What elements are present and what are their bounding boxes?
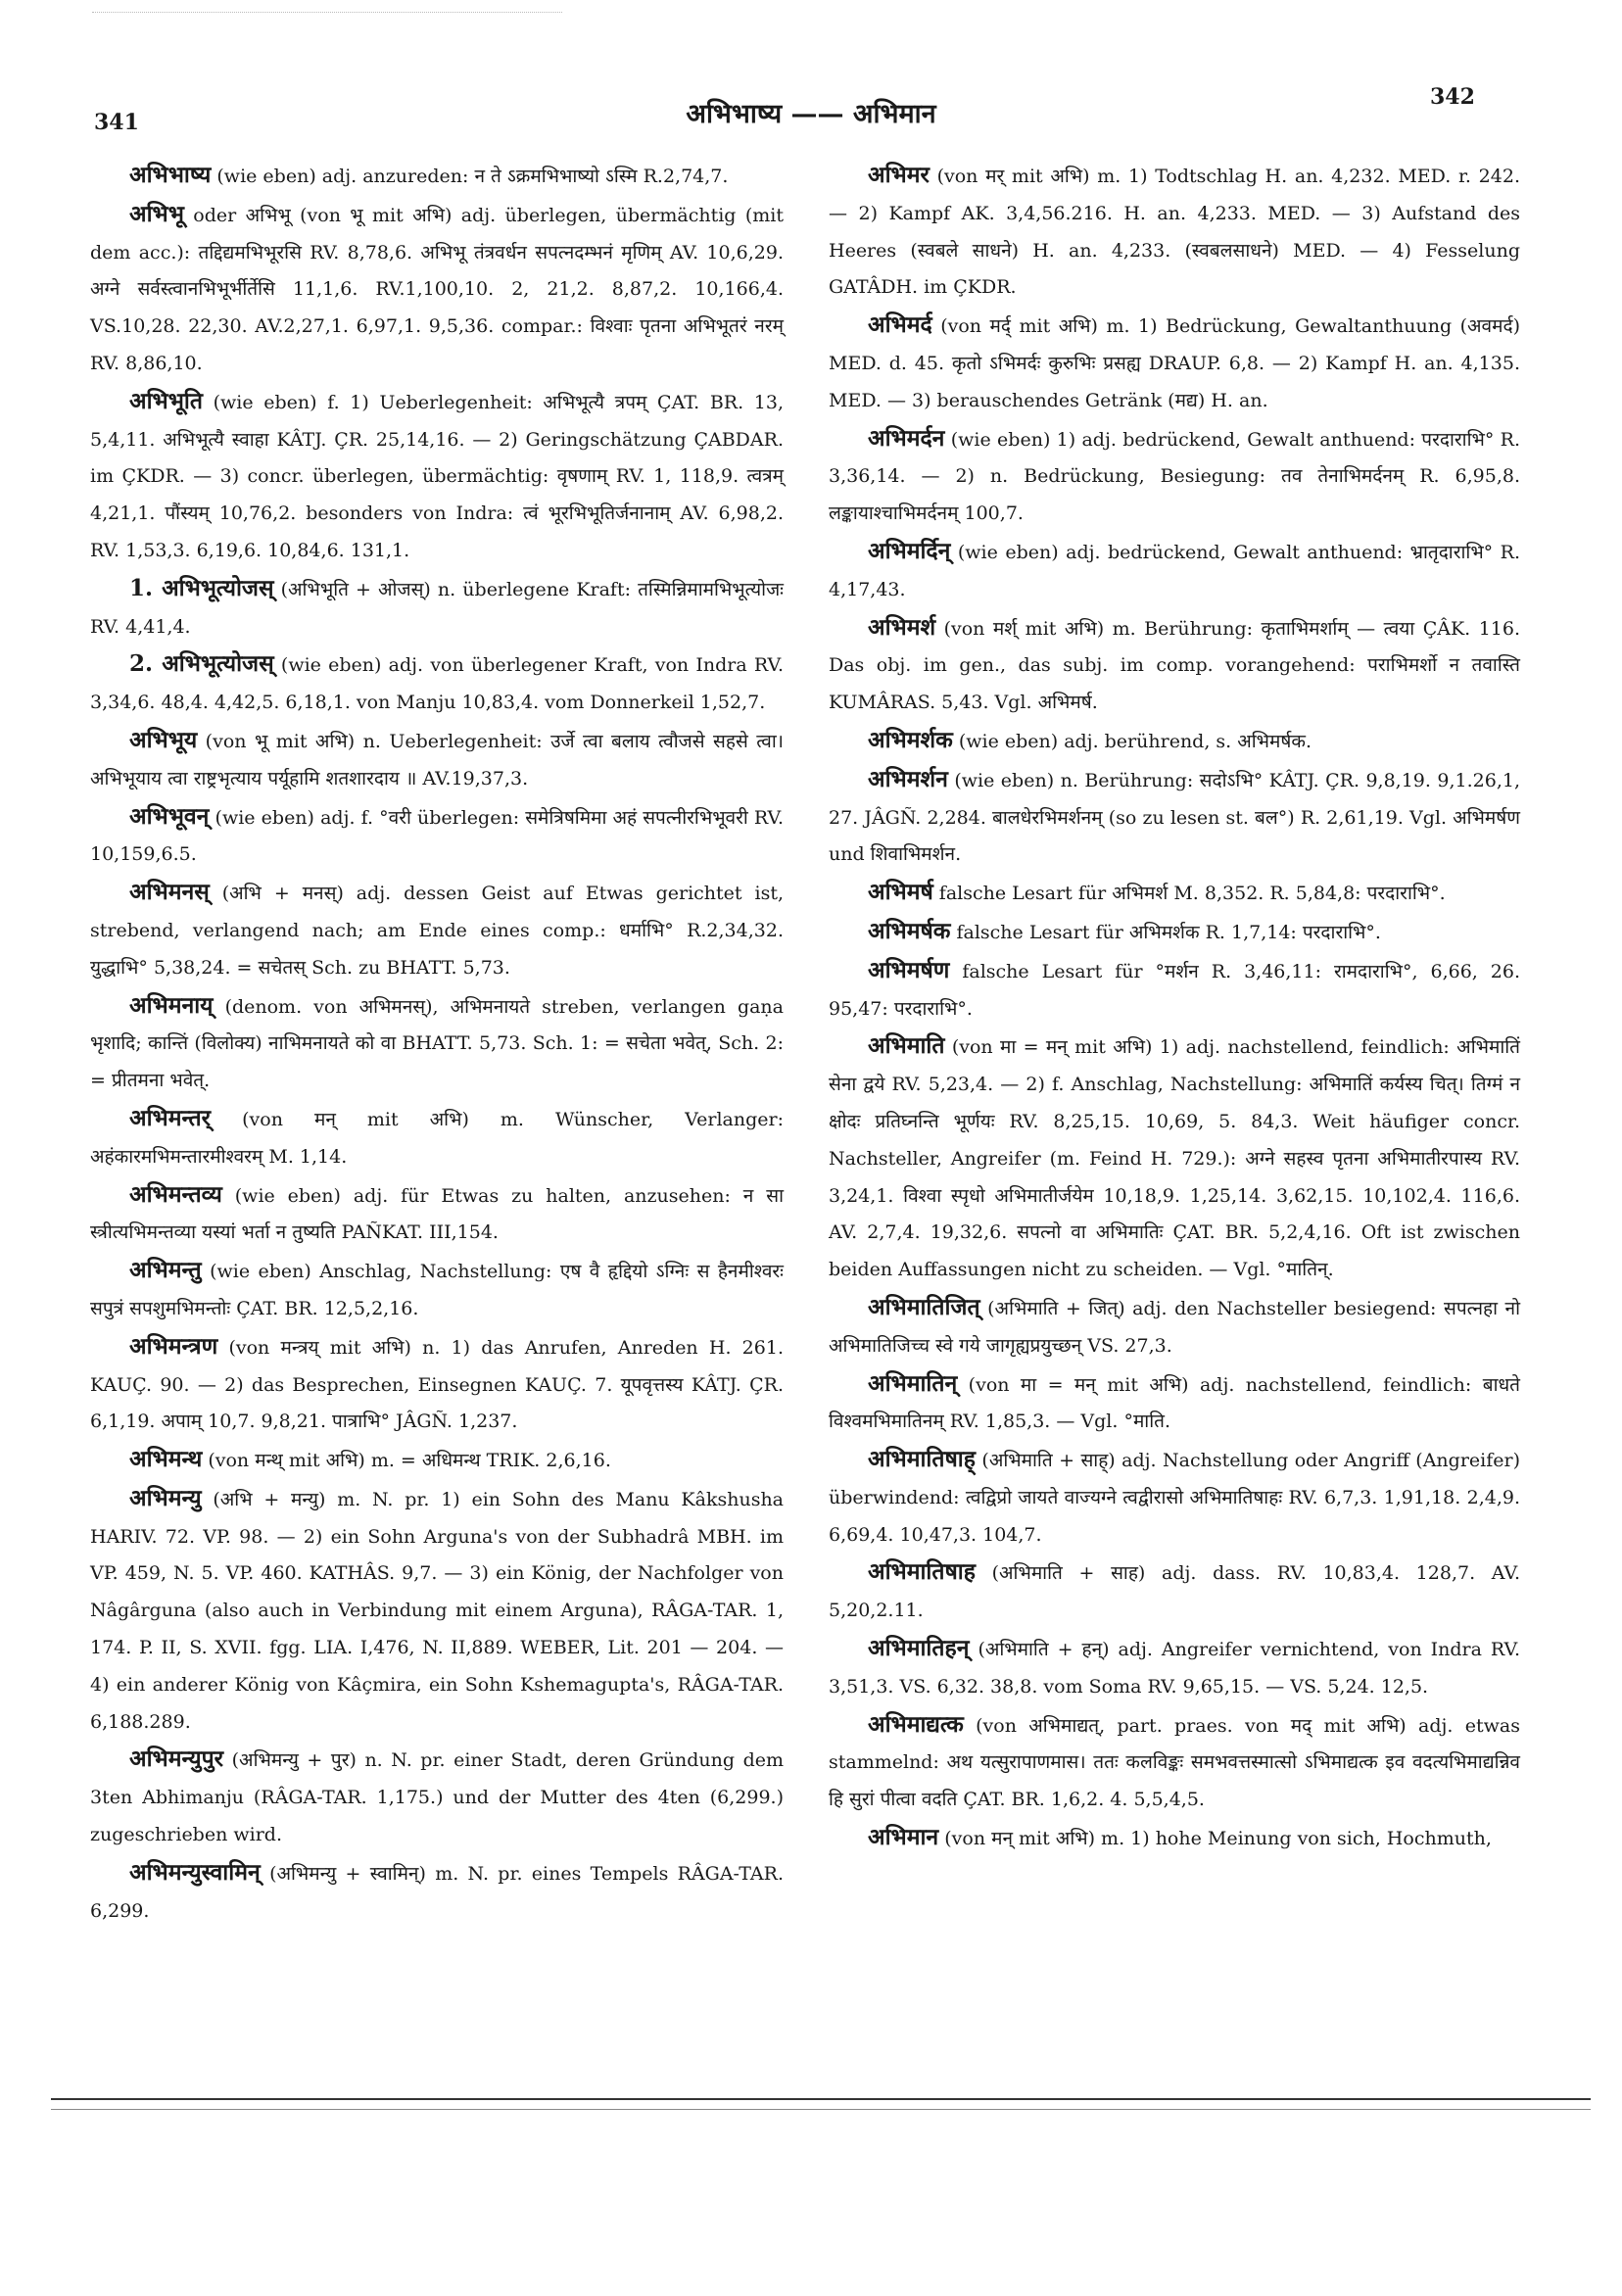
footer-rule-thin <box>51 2109 1591 2110</box>
left-column <box>90 157 784 1930</box>
entry-headword: अभिमातिषाह <box>868 1558 976 1586</box>
entry-text: (denom. von अभिमनस्), अभिमनायते streben, verlangen gaṇa भृशादि; कान्तिं (विलोक्य) नाभिमनायते को वा BHATT. 5,73. Sch. 1: = सचेता भवेत्, Sch. 2: = प्रीतमना भवेत्. <box>90 995 784 1092</box>
entry-text: (wie eben) adj. für Etwas zu halten, anzusehen: न सा स्त्रीत्यभिमन्तव्या यस्यां भर्ता न तुष्यति PAÑKAT. III,154. <box>90 1184 784 1244</box>
dictionary-entry <box>829 609 1520 722</box>
footer-rule <box>51 2098 1591 2100</box>
entry-text: (von मन् mit अभि) m. Wünscher, Verlanger: अहंकारमभिमन्तारमीश्वरम् M. 1,14. <box>90 1108 785 1168</box>
entry-headword: 1. अभिभूत्योजस् <box>129 574 274 601</box>
dictionary-entry <box>90 196 784 383</box>
entry-headword: अभिभाष्य <box>129 162 212 188</box>
entry-headword: अभिभूवन् <box>129 802 210 830</box>
dictionary-entry <box>829 1630 1520 1706</box>
right-page-number: 342 <box>1430 84 1475 110</box>
entry-text: (von भू mit अभि) n. Ueberlegenheit: उर्जे त्वा बलाय त्वौजसे सहसे त्वा। अभिभूयाय त्वा राष्ट्रभृत्याय पर्यूहामि शतशारदाय ॥ AV.19,37,3. <box>90 730 784 789</box>
entry-headword: अभिभू <box>129 200 184 227</box>
entry-headword: अभिमन्युस्वामिन् <box>129 1858 261 1886</box>
dictionary-entry <box>829 420 1520 533</box>
entry-headword: अभिमर <box>868 162 930 188</box>
entry-headword: अभिमन्तु <box>129 1257 202 1284</box>
dictionary-entry <box>90 1854 784 1931</box>
dictionary-entry <box>829 952 1520 1028</box>
entry-text: (अभिमाति + साह्) adj. Nachstellung oder Angriff (Angreifer) überwindend: त्वद्विप्रो जायते वाज्यग्ने त्वद्वीरासो अभिमातिषाहः RV. 6,7,3. 1,91,18. 2,4,9. 6,69,4. 10,47,3. 104,7. <box>829 1450 1520 1546</box>
entry-headword: अभिमर्शक <box>868 726 953 753</box>
dictionary-entry <box>829 1706 1520 1819</box>
entry-text: (von मर्द् mit अभि) m. 1) Bedrückung, Gewaltanthuung (अवमर्द) MED. d. 45. कृतो ऽभिमर्दः कुरुभिः प्रसह्य DRAUP. 6,8. — 2) Kampf H. an. 4,135. MED. — 3) berauschendes Getränk (मद्य) H. an. <box>829 315 1520 411</box>
entry-text: (von मा = मन् mit अभि) 1) adj. nachstellend, feindlich: अभिमातिं सेना द्वये RV. 5,23,4. — 2) f. Anschlag, Nachstellung: अभिमातिं कर्यस्य चित्। तिग्मं न क्षोदः प्रतिघ्नन्ति भूर्णयः RV. 8,25,15. 10,69, 5. 84,3. Weit häufiger concr. Nachsteller, Angreifer (m. Feind H. 729.): अग्ने सहस्व पृतना अभिमातीरपास्य RV. 3,24,1. विश्वा स्पृधो अभिमातीर्जयेम 10,18,9. 1,25,14. 3,62,15. 10,102,4. 116,6. AV. 2,7,4. 19,32,6. सपत्नो वा अभिमातिः ÇAT. BR. 5,2,4,16. Oft ist zwischen beiden Auffassungen nicht zu scheiden. — Vgl. °मातिन्. <box>829 1036 1521 1281</box>
entry-headword: अभिभूय <box>129 726 198 753</box>
dictionary-entry <box>90 1176 784 1253</box>
entry-headword: अभिमातिजित् <box>868 1293 980 1320</box>
dictionary-entry <box>90 722 784 798</box>
entry-text: (wie eben) adj. berührend, s. अभिमर्षक. <box>958 730 1312 752</box>
entry-headword: अभिमर्ष <box>868 879 933 906</box>
entry-text: (wie eben) 1) adj. bedrückend, Gewalt anthuend: परदाराभि° R. 3,36,14. — 2) n. Bedrückung, Besiegung: तव तेनाभिमर्दनम् R. 6,95,8. लङ्कायाश्चाभिमर्दनम् 100,7. <box>829 428 1520 525</box>
dictionary-entry <box>90 570 784 646</box>
entry-text: (wie eben) adj. bedrückend, Gewalt anthuend: भ्रातृदाराभि° R. 4,17,43. <box>829 541 1520 600</box>
entry-headword: अभिमान <box>868 1824 939 1851</box>
dictionary-entry <box>90 1100 784 1176</box>
dictionary-entry <box>829 1441 1520 1554</box>
entry-text: falsche Lesart für अभिमर्शक R. 1,7,14: परदाराभि°. <box>956 921 1381 943</box>
scan-artifact-line <box>92 12 562 13</box>
entry-headword: अभिमनाय् <box>129 991 214 1019</box>
entry-text: (अभिभूति + ओजस्) n. überlegene Kraft: तस्मिन्निमामभिभूत्योजः RV. 4,41,4. <box>90 578 785 638</box>
dictionary-entry <box>90 383 784 570</box>
entry-text: (अभिमाति + साह) adj. dass. RV. 10,83,4. 128,7. AV. 5,20,2.11. <box>829 1562 1520 1622</box>
entry-headword: अभिमातिषाह् <box>868 1446 976 1473</box>
dictionary-entry <box>90 1252 784 1328</box>
entry-text: (von मा = मन् mit अभि) adj. nachstellend, feindlich: बाधते विश्वमभिमातिनम् RV. 1,85,3. — Vgl. °माति. <box>829 1373 1520 1433</box>
entry-text: (अभिमाति + जित्) adj. den Nachsteller besiegend: सपत्नहा नो अभिमातिजिच्च स्वे गये जागृह्यप्रयुच्छन् VS. 27,3. <box>829 1297 1520 1357</box>
entry-text: (अभिमाति + हन्) adj. Angreifer vernichtend, von Indra RV. 3,51,3. VS. 6,32. 38,8. vom Soma RV. 9,65,15. — VS. 5,24. 12,5. <box>829 1639 1520 1698</box>
dictionary-entry <box>829 157 1520 307</box>
entry-text: (von मर्श् mit अभि) m. Berührung: कृताभिमर्शाम् — त्वया ÇÂK. 116. Das obj. im gen., das subj. im comp. vorangehend: पराभिमर्शो न तवास्ति KUMÂRAS. 5,43. Vgl. अभिमर्ष. <box>829 617 1520 714</box>
dictionary-entry <box>90 157 784 196</box>
entry-text: (अभिमन्यु + पुर) n. N. pr. einer Stadt, deren Gründung dem 3ten Abhimanju (RÂGA-TAR. 1,175.) und der Mutter des 4ten (6,299.) zugeschrieben wird. <box>90 1749 784 1846</box>
entry-text: (wie eben) n. Berührung: सदोऽभि° KÂTJ. ÇR. 9,8,19. 9,1.26,1, 27. JÂGÑ. 2,284. बालधेरभिमर्शनम् (so zu lesen st. बल°) R. 2,61,19. Vgl. अभिमर्षण und शिवाभिमर्शन. <box>829 769 1520 866</box>
entry-text: (wie eben) adj. f. °वरी überlegen: समेत्रिषमिमा अहं सपत्नीरभिभूवरी RV. 10,159,6.5. <box>90 806 784 866</box>
entry-text: oder अभिभू (von भू mit अभि) adj. überlegen, übermächtig (mit dem acc.): तद्दिद्यमभिभूरसि RV. 8,78,6. अभिभू तंत्रवर्धन सपत्नदम्भनं मृणिम् AV. 10,6,29. अग्ने सर्वस्त्वानभिभूर्भीर्तेसि 11,1,6. RV.1,100,10. 2, 21,2. 8,87,2. 10,166,4. VS.10,28. 22,30. AV.2,27,1. 6,97,1. 9,5,36. compar.: विश्वाः पृतना अभिभूतरं नरम् RV. 8,86,10. <box>90 204 784 374</box>
entry-headword: अभिमन्युपुर <box>129 1746 224 1773</box>
dictionary-entry <box>829 1028 1520 1289</box>
dictionary-entry <box>90 1441 784 1480</box>
dictionary-entry <box>90 646 784 722</box>
entry-headword: अभिमातिन् <box>868 1369 958 1397</box>
dictionary-entry <box>829 722 1520 761</box>
entry-text: (wie eben) adj. anzureden: न ते ऽक्रमभिभाष्यो ऽस्मि R.2,74,7. <box>216 166 729 187</box>
dictionary-entry <box>829 1819 1520 1858</box>
dictionary-entry <box>829 1365 1520 1442</box>
entry-text: (अभि + मन्यु) m. N. pr. 1) ein Sohn des Manu Kâkshusha HARIV. 72. VP. 98. — 2) ein Sohn Arguna's von der Subhadrâ MBH. im VP. 459, N. 5. VP. 460. KATHÂS. 9,7. — 3) ein König, der Nachfolger von Nâgârguna (also auch in Verbindung mit einem Arguna), RÂGA-TAR. 1, 174. P. II, S. XVII. fgg. LIA. I,476, N. II,889. WEBER, Lit. 201 — 204. — 4) ein anderer König von Kâçmira, ein Sohn Kshemagupta's, RÂGA-TAR. 6,188.289. <box>90 1488 785 1733</box>
entry-text: (von अभिमाद्यत्, part. praes. von मद् mit अभि) adj. etwas stammelnd: अथ यत्सुरापाणमास। ततः कलविङ्कः समभवत्तस्मात्सो ऽभिमाद्यत्क इव वदत्यभिमाद्यन्निव हि सुरां पीत्वा वदति ÇAT. BR. 1,6,2. 4. 5,5,4,5. <box>829 1714 1520 1811</box>
entry-headword: 2. अभिभूत्योजस् <box>129 650 274 678</box>
entry-text: falsche Lesart für °मर्शन R. 3,46,11: रामदाराभि°, 6,66, 26. 95,47: परदाराभि°. <box>829 960 1520 1020</box>
dictionary-entry <box>90 874 784 986</box>
entry-headword: अभिमन्तव्य <box>129 1180 222 1208</box>
entry-text: falsche Lesart für अभिमर्श M. 8,352. R. 5,84,8: परदाराभि°. <box>938 883 1446 905</box>
entry-headword: अभिमर्षण <box>868 956 950 983</box>
entry-headword: अभिमन्तर् <box>129 1104 212 1131</box>
dictionary-entry <box>90 798 784 875</box>
entry-headword: अभिमाद्यत्क <box>868 1710 964 1738</box>
entry-text: (von मर् mit अभि) m. 1) Todtschlag H. an. 4,232. MED. r. 242. — 2) Kampf AK. 3,4,56.216. H. an. 4,233. MED. — 3) Aufstand des Heeres (स्वबले साधने) H. an. 4,233. (स्वबलसाधने) MED. — 4) Fesselung GATÂDH. im ÇKDR. <box>829 166 1520 299</box>
dictionary-entry <box>90 1480 784 1742</box>
entry-text: (wie eben) f. 1) Ueberlegenheit: अभिभूत्यै त्रपम् ÇAT. BR. 13, 5,4,11. अभिभूत्यै स्वाहा KÂTJ. ÇR. 25,14,16. — 2) Geringschätzung ÇABDAR. im ÇKDR. — 3) concr. überlegen, übermächtig: वृषणाम् RV. 1, 118,9. त्वत्रम् 4,21,1. पौंस्यम् 10,76,2. besonders von Indra: त्वं भूरभिभूतिर्जनानाम् AV. 6,98,2. RV. 1,53,3. 6,19,6. 10,84,6. 131,1. <box>90 391 785 561</box>
dictionary-entry <box>829 874 1520 913</box>
entry-headword: अभिमन्त्रण <box>129 1332 218 1360</box>
entry-headword: अभिमर्दिन् <box>868 537 951 564</box>
entry-headword: अभिमन्थ <box>129 1446 203 1473</box>
dictionary-entry <box>829 1289 1520 1365</box>
entry-text: (wie eben) Anschlag, Nachstellung: एष वै हृद्दियो ऽग्निः स हैनमीश्वरः सपुत्रं सपशुमभिमन्तोः ÇAT. BR. 12,5,2,16. <box>90 1261 784 1319</box>
entry-headword: अभिमातिहन् <box>868 1635 970 1662</box>
entry-headword: अभिमाति <box>868 1032 945 1060</box>
running-head: अभिभाष्य —— अभिमान <box>686 99 936 129</box>
entry-headword: अभिमनस् <box>129 879 210 906</box>
right-column <box>829 157 1520 1858</box>
entry-text: (अभि + मनस्) adj. dessen Geist auf Etwas gerichtet ist, strebend, verlangend nach; am Ende eines comp.: धर्माभि° R.2,34,32. युद्धाभि° 5,38,24. = सचेतस् Sch. zu BHATT. 5,73. <box>90 883 784 979</box>
dictionary-entry <box>829 533 1520 609</box>
left-page-number: 341 <box>94 110 139 135</box>
dictionary-entry <box>829 913 1520 952</box>
dictionary-entry <box>90 1328 784 1441</box>
entry-headword: अभिमर्षक <box>868 917 951 944</box>
entry-text: (von मन्त्रय् mit अभि) n. 1) das Anrufen, Anreden H. 261. KAUÇ. 90. — 2) das Besprechen, Einsegnen KAUÇ. 7. यूपवृत्तस्य KÂTJ. ÇR. 6,1,19. अपाम् 10,7. 9,8,21. पात्राभि° JÂGÑ. 1,237. <box>90 1336 784 1433</box>
entry-text: (अभिमन्यु + स्वामिन्) m. N. pr. eines Tempels RÂGA-TAR. 6,299. <box>90 1862 784 1922</box>
dictionary-entry <box>829 307 1520 419</box>
dictionary-entry <box>90 1741 784 1853</box>
entry-headword: अभिमर्शन <box>868 765 948 792</box>
entry-headword: अभिमर्दन <box>868 424 945 452</box>
dictionary-entry <box>90 987 784 1100</box>
entry-headword: अभिमर्श <box>868 613 936 641</box>
entry-text: (von मन् mit अभि) m. 1) hohe Meinung von sich, Hochmuth, <box>944 1828 1492 1850</box>
entry-text: (von मन्थ् mit अभि) m. = अधिमन्थ TRIK. 2,6,16. <box>208 1450 611 1472</box>
entry-text: (wie eben) adj. von überlegener Kraft, von Indra RV. 3,34,6. 48,4. 4,42,5. 6,18,1. von Manju 10,83,4. vom Donnerkeil 1,52,7. <box>90 654 784 714</box>
entry-headword: अभिमन्यु <box>129 1484 202 1511</box>
entry-headword: अभिमर्द <box>868 311 932 339</box>
entry-headword: अभिभूति <box>129 387 203 414</box>
dictionary-entry <box>829 1554 1520 1630</box>
dictionary-entry <box>829 761 1520 874</box>
